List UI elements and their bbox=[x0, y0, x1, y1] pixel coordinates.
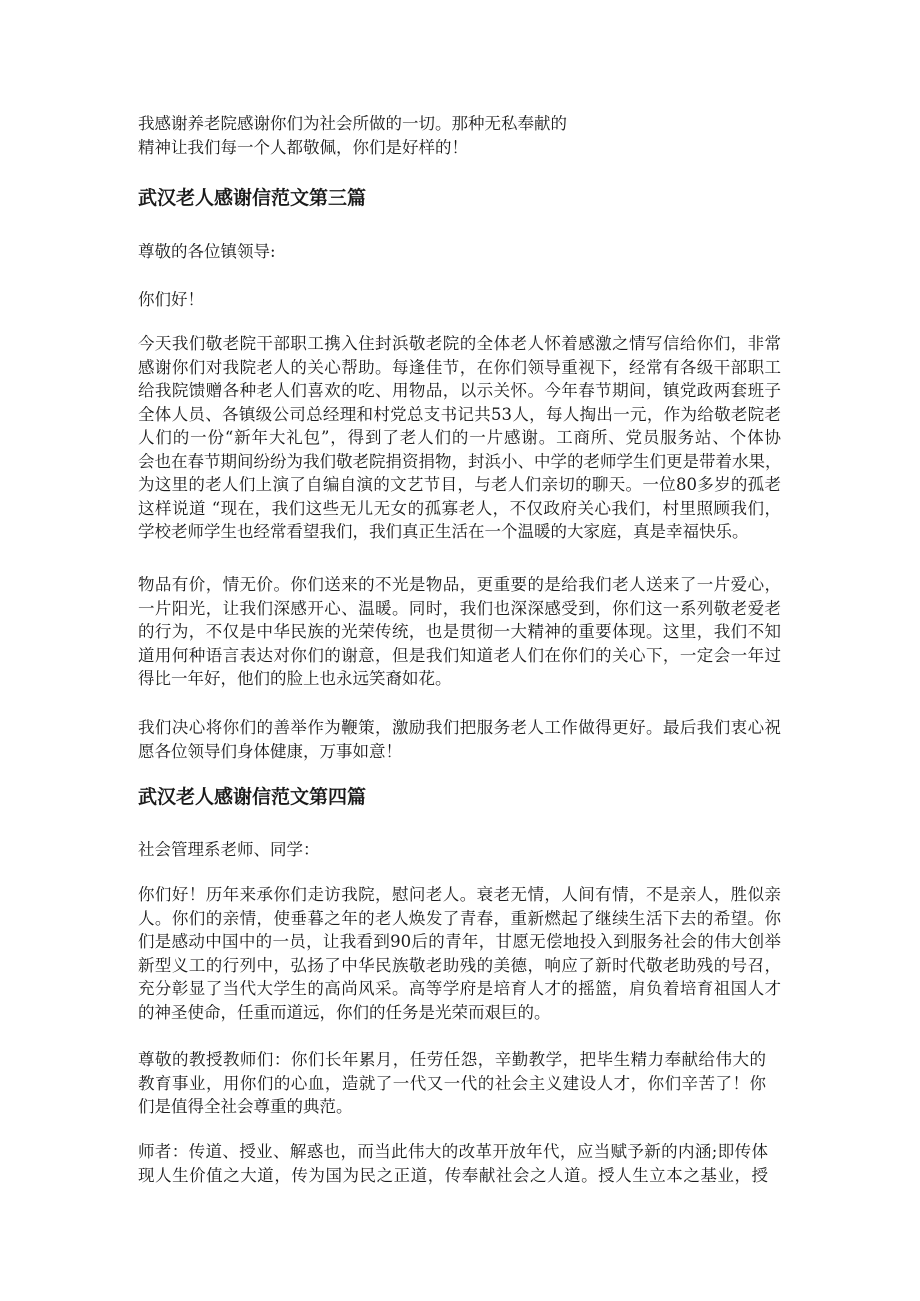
section4-paragraph-1 bbox=[138, 883, 781, 1024]
text-line: 们是值得全社会尊重的典范。 bbox=[138, 1097, 353, 1116]
text-line: 给我院馈赠各种老人们喜欢的吃、用物品，以示关怀。今年春节期间，镇党政两套班子 bbox=[138, 381, 781, 400]
text-line: 愿各位领导们身体健康，万事如意！ bbox=[138, 741, 402, 761]
text-line: 学校老师学生也经常看望我们，我们真正生活在一个温暖的大家庭，真是幸福快乐。 bbox=[138, 522, 749, 541]
section4-paragraph-3 bbox=[138, 1140, 768, 1187]
text-line: 全体人员、各镇级公司总经理和村党总支书记共53人，每人掏出一元，作为给敬老院老 bbox=[138, 404, 781, 424]
text-line: 一片阳光，让我们深感开心、温暖。同时，我们也深深感受到，你们这一系列敬老爱老 bbox=[138, 598, 781, 618]
text-line: 的神圣使命，任重而道远，你们的任务是光荣而艰巨的。 bbox=[138, 1002, 551, 1022]
text-line: 你们好！历年来承你们走访我院，慰问老人。衰老无情，人间有情，不是亲人，胜似亲 bbox=[138, 885, 781, 904]
section4-paragraph-2 bbox=[138, 1048, 766, 1119]
text-line: 为这里的老人们上演了自编自演的文艺节目，与老人们亲切的聊天。一位80多岁的孤老 bbox=[138, 475, 781, 494]
text-line: 人。你们的亲情，使垂暮之年的老人焕发了青春，重新燃起了继续生活下去的希望。你 bbox=[138, 908, 781, 928]
text-line: 感谢你们对我院老人的关心帮助。每逢佳节，在你们领导重视下，经常有各级干部职工 bbox=[138, 357, 781, 377]
text-line: 现人生价值之大道，传为国为民之正道，传奉献社会之人道。授人生立本之基业，授 bbox=[138, 1165, 768, 1185]
text-line: 们是感动中国中的一员，让我看到90后的青年，甘愿无偿地投入到服务社会的伟大创举 bbox=[138, 932, 781, 951]
text-line: 教育事业，用你们的心血，造就了一代又一代的社会主义建设人才，你们辛苦了！你 bbox=[138, 1073, 766, 1093]
text-line: 会也在春节期间纷纷为我们敬老院捐资捐物，封浜小、中学的老师学生们更是带着水果， bbox=[138, 451, 782, 471]
text-line: 的行为，不仅是中华民族的光荣传统，也是贯彻一大精神的重要体现。这里，我们不知 bbox=[138, 622, 781, 641]
salutation: 社会管理系老师、同学： bbox=[138, 840, 320, 859]
text-line: 物品有价，情无价。你们送来的不光是物品，更重要的是给我们老人送来了一片爱心， bbox=[138, 575, 781, 594]
section3-paragraph-1 bbox=[138, 332, 781, 544]
greeting: 你们好！ bbox=[138, 290, 204, 309]
section-heading-3: 武汉老人感谢信范文第三篇 bbox=[138, 187, 367, 209]
intro-paragraph bbox=[138, 112, 578, 159]
section3-paragraph-2 bbox=[138, 573, 781, 691]
text-line: 新型义工的行列中，弘扬了中华民族敬老助残的美德，响应了新时代敬老助残的号召， bbox=[138, 955, 781, 975]
text-line: 充分彰显了当代大学生的高尚风采。高等学府是培育人才的摇篮，肩负着培育祖国人才 bbox=[138, 979, 781, 998]
section-heading-4: 武汉老人感谢信范文第四篇 bbox=[138, 786, 367, 808]
text-line: 尊敬的教授教师们：你们长年累月，任劳任怨，辛勤教学，把毕生精力奉献给伟大的 bbox=[138, 1050, 766, 1069]
text-line: 我们决心将你们的善举作为鞭策，激励我们把服务老人工作做得更好。最后我们衷心祝 bbox=[138, 718, 781, 737]
text-line: 今天我们敬老院干部职工携入住封浜敬老院的全体老人怀着感激之情写信给你们，非常 bbox=[138, 334, 781, 353]
section3-paragraph-3 bbox=[138, 716, 781, 763]
text-line: 师者：传道、授业、解惑也，而当此伟大的改革开放年代，应当赋予新的内涵;即传体 bbox=[138, 1142, 768, 1161]
text-line: 道用何种语言表达对你们的谢意，但是我们知道老人们在你们的关心下，一定会一年过 bbox=[138, 645, 781, 665]
text-line: 我感谢养老院感谢你们为社会所做的一切。那种无私奉献的 bbox=[138, 114, 567, 133]
text-line: 人们的一份“新年大礼包”，得到了老人们的一片感谢。工商所、党员服务站、个体协 bbox=[138, 428, 781, 447]
text-line: 得比一年好，他们的脸上也永远笑裔如花。 bbox=[138, 669, 452, 688]
text-line: 精神让我们每一个人都敬佩，你们是好样的！ bbox=[138, 137, 468, 157]
text-line: 这样说道 “现在，我们这些无儿无女的孤寡老人，不仅政府关心我们，村里照顾我们， bbox=[138, 498, 781, 518]
salutation: 尊敬的各位镇领导: bbox=[138, 242, 276, 261]
